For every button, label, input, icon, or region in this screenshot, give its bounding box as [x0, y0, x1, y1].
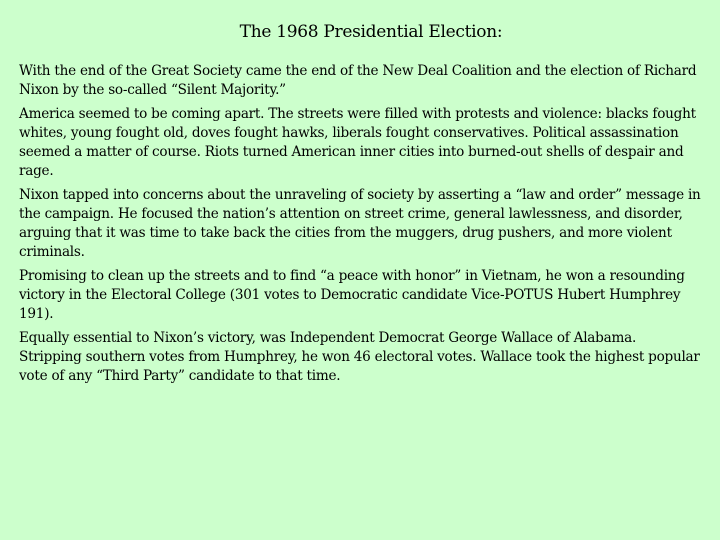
- paragraph-coming-apart: America seemed to be coming apart. The streets were filled with protests and violence: blacks fought whites, young fought old, doves fought hawks, liberals fought conservatives. Political assassination seemed a matter of course. Riots turned American inner cities into burned-out shells of despair and rage.: [19, 106, 696, 179]
- paragraph-wallace: Equally essential to Nixon’s victory, was Independent Democrat George Wallace of Alabama. Stripping southern votes from Humphrey, he won 46 electoral votes. Wallace took the highest popular vote of any “Third Party” candidate to that time.: [19, 330, 700, 384]
- paragraph-electoral-victory: Promising to clean up the streets and to find “a peace with honor” in Vietnam, he won a resounding victory in the Electoral College (301 votes to Democratic candidate Vice-POTUS Hubert Humphrey 191).: [19, 268, 685, 322]
- slide-title: The 1968 Presidential Election:: [239, 22, 503, 42]
- paragraph-law-and-order: Nixon tapped into concerns about the unraveling of society by asserting a “law and order” message in the campaign. He focused the nation’s attention on street crime, general lawlessness, and disorder, arguing that it was time to take back the cities from the muggers, drug pushers, and more violent criminals.: [19, 187, 701, 260]
- paragraph-great-society: With the end of the Great Society came the end of the New Deal Coalition and the election of Richard Nixon by the so-called “Silent Majority.”: [19, 63, 697, 98]
